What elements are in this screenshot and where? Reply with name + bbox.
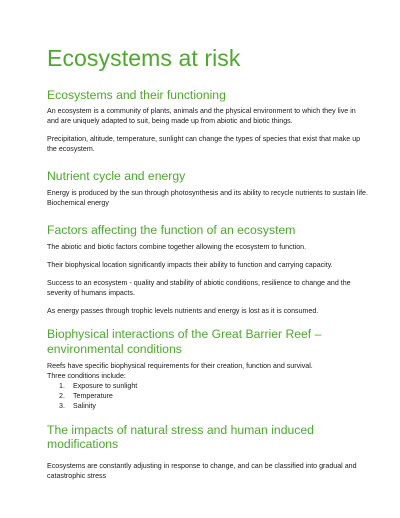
list-item xyxy=(47,401,368,411)
list-number: 2. xyxy=(59,392,65,400)
section-heading-nutrient-cycle: Nutrient cycle and energy xyxy=(47,169,186,183)
section-heading-impacts: The impacts of natural stress and human induced modifications xyxy=(47,423,314,451)
list-number: 1. xyxy=(59,382,65,390)
list-item-text: Salinity xyxy=(73,402,96,410)
paragraph: Reefs have specific biophysical requirements for their creation, function and survival. xyxy=(47,362,313,370)
section-heading-factors: Factors affecting the function of an ecosystem xyxy=(47,223,296,237)
list-item-text: Temperature xyxy=(73,392,113,400)
list-item-text: Exposure to sunlight xyxy=(73,382,138,390)
list-item xyxy=(47,381,368,391)
paragraph: Their biophysical location significantly impacts their ability to function and carrying capacity. xyxy=(47,261,333,269)
list-number: 3. xyxy=(59,402,65,410)
paragraph: Ecosystems are constantly adjusting in response to change, and can be classified into gradual and catastrophic stress xyxy=(47,462,357,480)
paragraph: Success to an ecosystem - quality and stability of abiotic conditions, resilience to change and the severity of humans impacts. xyxy=(47,279,351,297)
paragraph: The abiotic and biotic factors combine together allowing the ecosystem to function. xyxy=(47,243,307,251)
paragraph: Precipitation, altitude, temperature, sunlight can change the types of species that exist that make up the ecosystem. xyxy=(47,135,361,153)
paragraph: As energy passes through trophic levels nutrients and energy is lost as it is consumed. xyxy=(47,307,319,315)
section-heading-great-barrier-reef: Biophysical interactions of the Great Barrier Reef – environmental conditions xyxy=(47,327,322,356)
paragraph: Energy is produced by the sun through photosynthesis and its ability to recycle nutrients to sustain life. Biochemical energy xyxy=(47,189,368,207)
paragraph: Three conditions include: xyxy=(47,372,126,380)
conditions-list xyxy=(47,381,368,411)
list-item xyxy=(47,391,368,401)
page-title: Ecosystems at risk xyxy=(47,45,241,71)
paragraph: An ecosystem is a community of plants, animals and the physical environment to which they live in and are uniquely adapted to suit, being made up from abiotic and biotic things. xyxy=(47,107,356,125)
section-heading-ecosystems-functioning: Ecosystems and their functioning xyxy=(47,88,226,102)
